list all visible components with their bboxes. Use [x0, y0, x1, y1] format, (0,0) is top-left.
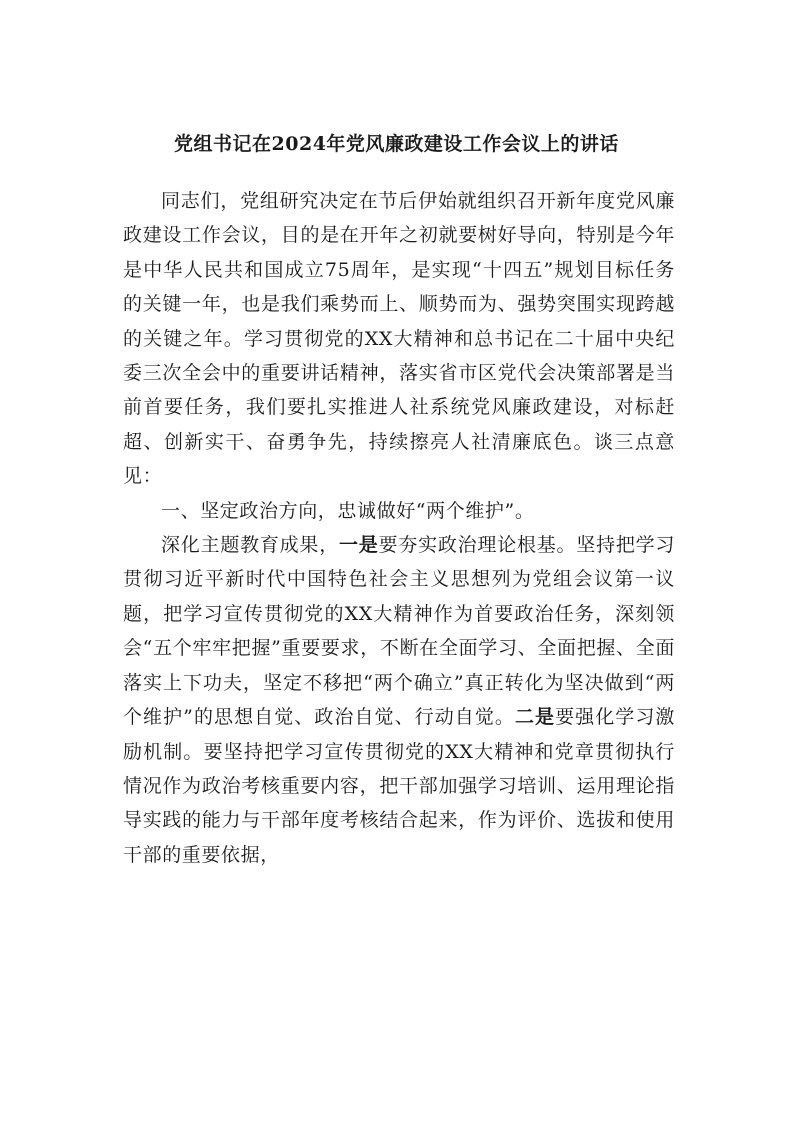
paragraph-section-one — [123, 528, 675, 872]
paragraph-text: 深化主题教育成果， — [161, 534, 339, 557]
emphasis-first: 一是 — [338, 534, 379, 557]
paragraph-text: 要强化学习激励机制。要坚持把学习宣传贯彻党的XX大精神和党章贯彻执行情况作为政治考核重要内容，把干部加强学习培训、运用理论指导实践的能力与干部年度考核结合起来，作为评价、选拔和使用干部的重要依据， — [123, 706, 675, 866]
document-title: 党组书记在2024年党风廉政建设工作会议上的讲话 — [174, 133, 619, 155]
paragraph-text: 要夯实政治理论根基。坚持把学习贯彻习近平新时代中国特色社会主义思想列为党组会议第一议题，把学习宣传贯彻党的XX大精神作为首要政治任务，深刻领会“五个牢牢把握”重要要求，不断在全面学习、全面把握、全面落实上下功夫，坚定不移把“两个确立”真正转化为坚决做到“两个维护”的思想自觉、政治自觉、行动自觉。 — [123, 534, 675, 729]
section-heading-one — [123, 494, 675, 528]
document-body — [123, 184, 675, 872]
section-heading-text: 一、坚定政治方向，忠诚做好“两个维护”。 — [161, 499, 535, 522]
emphasis-second: 二是 — [514, 706, 556, 729]
paragraph-text: 同志们，党组研究决定在节后伊始就组织召开新年度党风廉政建设工作会议，目的是在开年之初就要树好导向，特别是今年是中华人民共和国成立75周年，是实现“十四五”规划目标任务的关键一年，也是我们乘势而上、顺势而为、强势突围实现跨越的关键之年。学习贯彻党的XX大精神和总书记在二十届中央纪委三次全会中的重要讲话精神，落实省市区党代会决策部署是当前首要任务，我们要扎实推进人社系统党风廉政建设，对标赶超、创新实干、奋勇争先，持续擦亮人社清廉底色。谈三点意见： — [123, 190, 675, 488]
paragraph-intro — [123, 184, 675, 494]
